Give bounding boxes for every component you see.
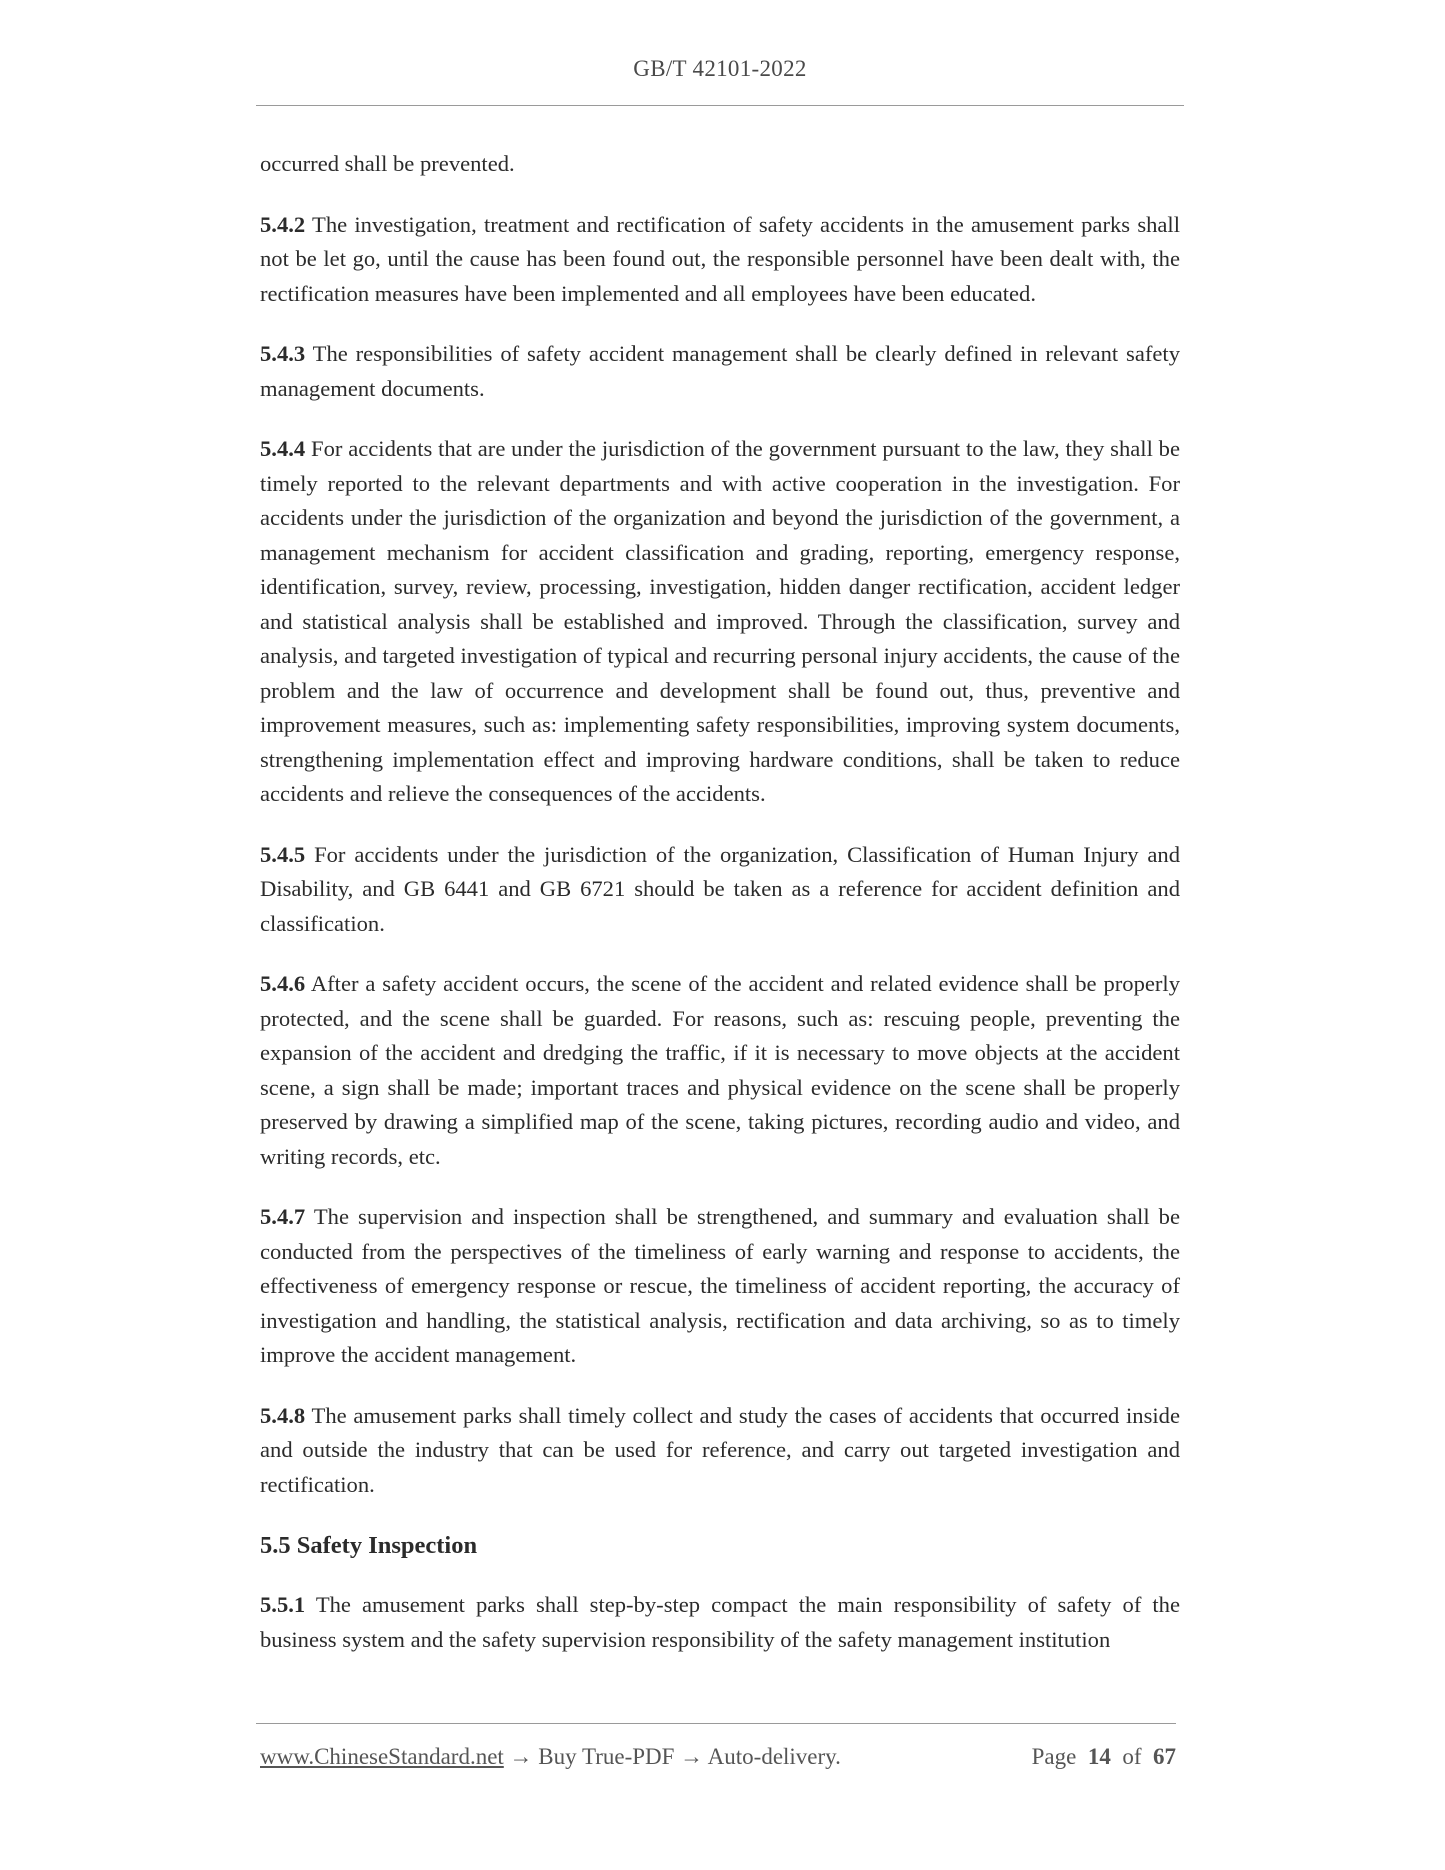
paragraph-text: For accidents that are under the jurisdiction of the government pursuant to the law, they shall be timely reported to the relevant departments and with active cooperation in the investigation. For accidents under the jurisdiction of the organization and beyond the jurisdiction of the government, a management mechanism for accident classification and grading, reporting, emergency response, identification, survey, review, processing, investigation, hidden danger rectification, accident ledger and statistical analysis shall be established and improved. Through the classification, survey and analysis, and targeted investigation of typical and recurring personal injury accidents, the cause of the problem and the law of occurrence and development shall be found out, thus, preventive and improvement measures, such as: implementing safety responsibilities, improving system documents, strengthening implementation effect and improving hardware conditions, shall be taken to reduce accidents and relieve the consequences of the accidents. <box>260 436 1180 806</box>
clause-number: 5.4.4 <box>260 436 306 461</box>
clause-number: 5.4.5 <box>260 841 306 867</box>
document-body <box>260 147 1180 1683</box>
header-divider <box>256 105 1184 106</box>
paragraph-5-4-3 <box>260 337 1180 406</box>
paragraph-5-4-5 <box>260 838 1180 942</box>
site-link[interactable]: www.ChineseStandard.net <box>260 1744 504 1769</box>
clause-number: 5.4.8 <box>260 1402 306 1428</box>
of-label: of <box>1122 1744 1142 1769</box>
page-label: Page <box>1031 1744 1077 1769</box>
paragraph-text: The investigation, treatment and rectification of safety accidents in the amusement parks shall not be let go, until the cause has been found out, the responsible personnel have been dealt with, the rectification measures have been implemented and all employees have been educated. <box>260 211 1180 306</box>
paragraph-5-4-4 <box>260 432 1180 812</box>
paragraph-5-5-1 <box>260 1588 1180 1657</box>
clause-number: 5.5.1 <box>260 1592 306 1617</box>
clause-number: 5.4.6 <box>260 971 306 996</box>
clause-number: 5.4.2 <box>260 211 306 237</box>
paragraph-5-4-8 <box>260 1399 1180 1503</box>
footer-promo <box>260 1744 841 1770</box>
paragraph-5-4-2 <box>260 208 1180 312</box>
paragraph <box>260 147 1180 182</box>
clause-number: 5.4.7 <box>260 1204 306 1229</box>
paragraph-text: The amusement parks shall timely collect and study the cases of accidents that occurred inside and outside the industry that can be used for reference, and carry out targeted investigation and rectification. <box>260 1402 1180 1497</box>
page-footer <box>260 1744 1176 1770</box>
paragraph-text: The amusement parks shall step-by-step compact the main responsibility of safety of the business system and the safety supervision responsibility of the safety management institution <box>260 1592 1180 1652</box>
page-current: 14 <box>1087 1744 1111 1769</box>
section-heading: 5.5 Safety Inspection <box>260 1532 478 1559</box>
footer-divider <box>256 1723 1176 1724</box>
page-total: 67 <box>1153 1744 1176 1769</box>
paragraph-text: For accidents under the jurisdiction of the organization, Classification of Human Injury and Disability, and GB 6441 and GB 6721 should be taken as a reference for accident definition and classification. <box>260 841 1180 936</box>
paragraph-text: After a safety accident occurs, the scene of the accident and related evidence shall be properly protected, and the scene shall be guarded. For reasons, such as: rescuing people, preventing the expansion of the accident and dredging the traffic, if it is necessary to move objects at the accident scene, a sign shall be made; important traces and physical evidence on the scene shall be properly preserved by drawing a simplified map of the scene, taking pictures, recording audio and video, and writing records, etc. <box>260 971 1180 1169</box>
paragraph-text: occurred shall be prevented. <box>260 151 515 176</box>
document-header: GB/T 42101-2022 <box>633 56 807 81</box>
paragraph-5-4-7 <box>260 1200 1180 1373</box>
paragraph-5-4-6 <box>260 967 1180 1174</box>
paragraph-text: The responsibilities of safety accident management shall be clearly defined in relevant safety management documents. <box>260 341 1180 401</box>
promo-text: → Buy True-PDF → Auto-delivery. <box>503 1744 841 1769</box>
clause-number: 5.4.3 <box>260 341 306 366</box>
paragraph-text: The supervision and inspection shall be strengthened, and summary and evaluation shall be conducted from the perspectives of the timeliness of early warning and response to accidents, the effectiveness of emergency response or rescue, the timeliness of accident reporting, the accuracy of investigation and handling, the statistical analysis, rectification and data archiving, so as to timely improve the accident management. <box>260 1204 1180 1367</box>
page-indicator <box>1032 1744 1176 1770</box>
